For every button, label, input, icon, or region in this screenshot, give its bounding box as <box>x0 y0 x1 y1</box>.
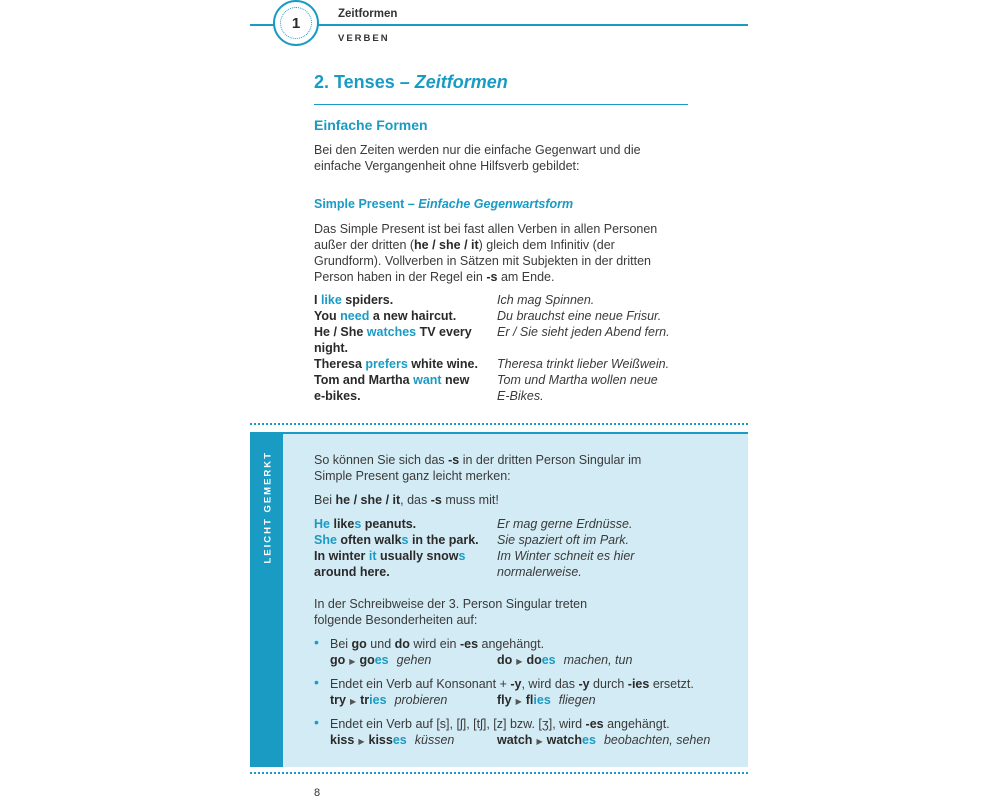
page-title: 2. Tenses – Zeitformen <box>314 72 508 92</box>
verb-pair: try ▶ tries probieren <box>330 693 448 707</box>
example-row: He / She watches TV every <box>314 325 472 339</box>
example-row: She often walks in the park. <box>314 533 479 547</box>
translation-row: Im Winter schneit es hier <box>497 549 635 563</box>
example-row: I like spiders. <box>314 293 394 307</box>
memo-examples-english <box>314 516 484 580</box>
bullet-text: Bei go und do wird ein -es angehängt. <box>330 637 545 651</box>
verb-pair: fly ▶ flies fliegen <box>497 693 596 707</box>
translation-row: Ich mag Spinnen. <box>497 293 595 307</box>
title-rule <box>314 104 688 105</box>
translation-row: normalerweise. <box>497 565 582 579</box>
chapter-subtitle: VERBEN <box>338 33 390 44</box>
subsection-title: Simple Present – Einfache Gegenwartsform <box>314 197 574 211</box>
arrow-icon: ▶ <box>516 657 523 666</box>
memo-intro: So können Sie sich das -s in der dritten Person Singular im Simple Present ganz leicht merken: <box>314 453 642 483</box>
memo-examples-german <box>497 516 697 580</box>
translation-row: Er / Sie sieht jeden Abend fern. <box>497 325 670 339</box>
memo-mnemonic: Bei he / she / it, das -s muss mit! <box>314 493 499 507</box>
example-row: Tom and Martha want new <box>314 373 470 387</box>
translation-row: Du brauchst eine neue Frisur. <box>497 309 662 323</box>
divider-top <box>250 423 748 425</box>
examples-english <box>314 292 484 404</box>
verb-pair: watch ▶ watches beobachten, sehen <box>497 733 711 747</box>
arrow-icon: ▶ <box>515 697 522 706</box>
arrow-icon: ▶ <box>536 737 543 746</box>
translation-row <box>497 340 697 356</box>
example-row: around here. <box>314 565 390 579</box>
examples-german <box>497 292 697 404</box>
example-row: e-bikes. <box>314 389 361 403</box>
example-row: He likes peanuts. <box>314 517 417 531</box>
chapter-title: Zeitformen <box>338 8 398 20</box>
bullet-text: Endet ein Verb auf Konsonant + -y, wird das -y durch -ies ersetzt. <box>330 677 694 691</box>
example-row: Theresa prefers white wine. <box>314 357 478 371</box>
special-intro: In der Schreibweise der 3. Person Singular treten folgende Besonderheiten auf: <box>314 597 588 627</box>
translation-row: Tom und Martha wollen neue <box>497 373 658 387</box>
example-row: In winter it usually snows <box>314 549 466 563</box>
bullet-icon: • <box>314 674 319 690</box>
verb-pair: go ▶ goes gehen <box>330 653 432 667</box>
arrow-icon: ▶ <box>349 657 356 666</box>
chapter-number: 1 <box>291 14 301 32</box>
memo-label <box>263 544 274 564</box>
chapter-badge <box>273 0 319 46</box>
translation-row: Sie spaziert oft im Park. <box>497 533 629 547</box>
memo-rule <box>250 432 748 434</box>
rule-paragraph: Das Simple Present ist bei fast allen Verben in allen Personen außer der dritten (he / she / it) gleich dem Infinitiv (der Grundform). Vollverben in Sätzen mit Subjekten in der dritten Person haben in der Regel ein -s am Ende. <box>314 222 658 284</box>
translation-row: Theresa trinkt lieber Weißwein. <box>497 357 670 371</box>
arrow-icon: ▶ <box>349 697 357 706</box>
translation-row: Er mag gerne Erdnüsse. <box>497 517 633 531</box>
intro-paragraph: Bei den Zeiten werden nur die einfache Gegenwart und die einfache Vergangenheit ohne Hilfsverb gebildet: <box>314 143 641 173</box>
section-title: Einfache Formen <box>314 117 428 133</box>
bullet-text: Endet ein Verb auf [s], [ʃ], [tʃ], [z] bzw. [ʒ], wird -es angehängt. <box>330 717 670 731</box>
page-number: 8 <box>314 787 321 799</box>
example-row: You need a new haircut. <box>314 309 457 323</box>
divider-bottom <box>250 772 748 774</box>
bullet-icon: • <box>314 714 319 730</box>
header-rule <box>250 24 748 26</box>
arrow-icon: ▶ <box>358 737 365 746</box>
verb-pair: do ▶ does machen, tun <box>497 653 633 667</box>
verb-pair: kiss ▶ kisses küssen <box>330 733 455 747</box>
example-row: night. <box>314 341 349 355</box>
bullet-icon: • <box>314 634 319 650</box>
translation-row: E-Bikes. <box>497 389 544 403</box>
